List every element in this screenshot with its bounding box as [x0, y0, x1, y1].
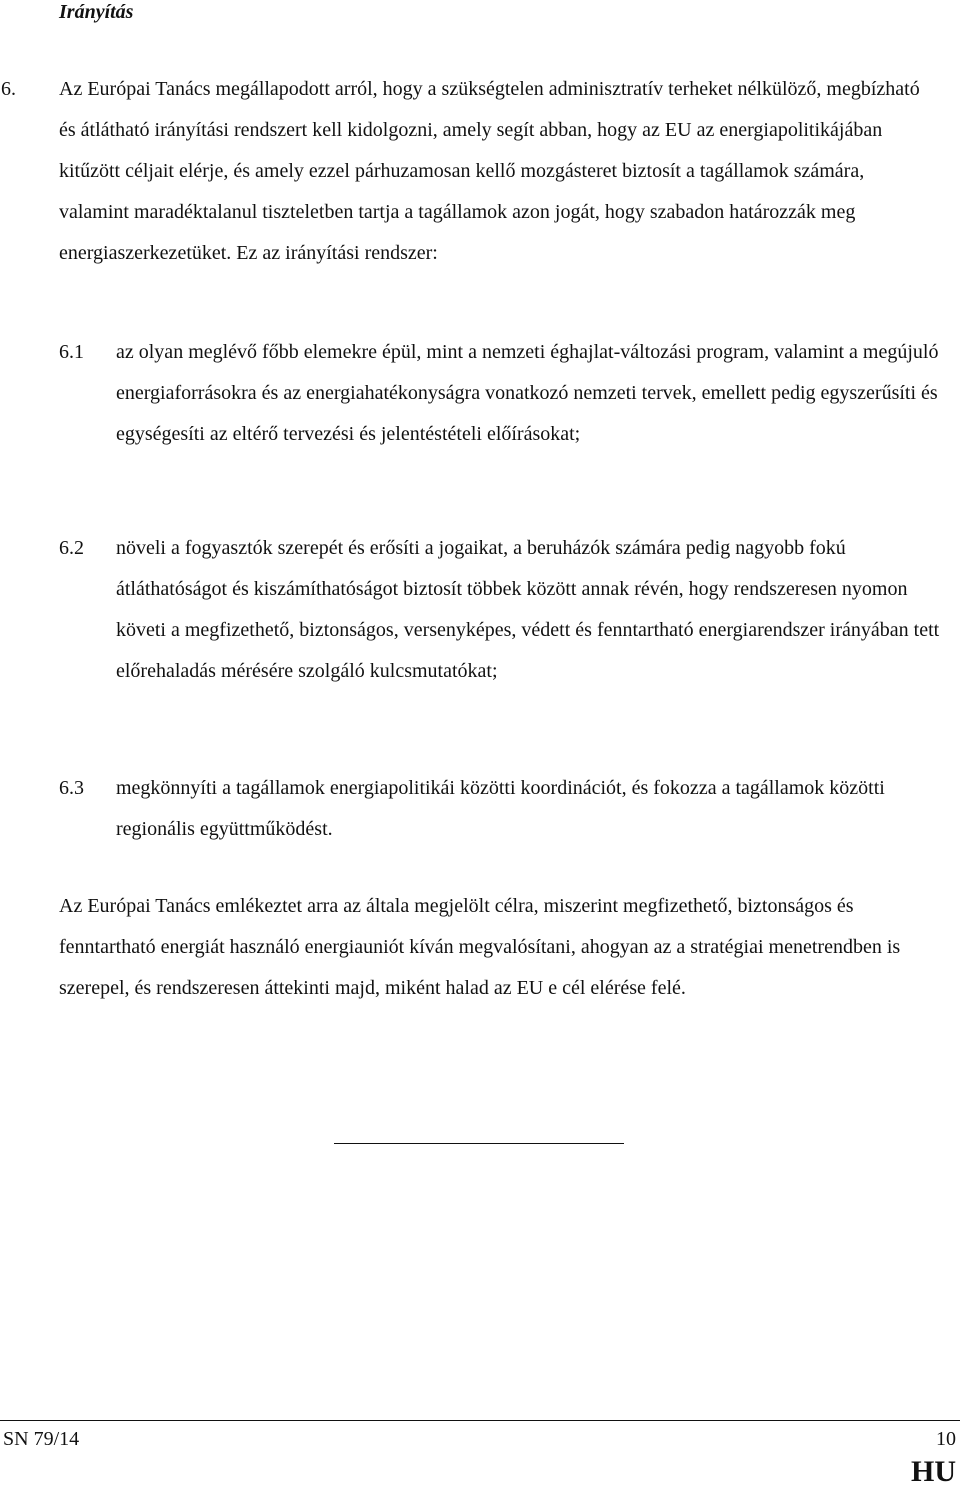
closing-paragraph: Az Európai Tanács emlékeztet arra az általa megjelölt célra, miszerint megfizethető, biztonságos és fenntartható energiát használó energiauniót kíván megvalósítani, ahogyan az a stratégiai menetrendben is szerepel, és rendszeresen áttekinti majd, miként halad az EU e cél elérése felé.	[59, 895, 901, 999]
subparagraph-text: az olyan meglévő főbb elemekre épül, mint a nemzeti éghajlat-változási program, valamint a megújuló energiaforrásokra és az energiahatékonyságra vonatkozó nemzeti tervek, emellett pedig egyszerűsíti és egységesíti az eltérő tervezési és jelentéstételi előírásokat;	[116, 341, 939, 445]
subparagraph-text: növeli a fogyasztók szerepét és erősíti a jogaikat, a beruházók számára pedig nagyobb fokú átláthatóságot és kiszámíthatóságot biztosít többek között annak révén, hogy rendszeresen nyomon követi a megfizethető, biztonságos, versenyképes, védett és fenntartható energiarendszer irányában tett előrehaladás mérésére szolgáló kulcsmutatókat;	[116, 537, 940, 682]
language-code: HU	[911, 1455, 956, 1488]
footer-divider	[0, 1420, 960, 1421]
subparagraph-number: 6.1	[59, 341, 84, 363]
paragraph-number: 6.	[1, 78, 16, 100]
end-separator-line	[334, 1143, 624, 1144]
subparagraph-number: 6.3	[59, 777, 84, 799]
page-number: 10	[936, 1428, 956, 1450]
section-heading: Irányítás	[59, 1, 134, 23]
subparagraph-text: megkönnyíti a tagállamok energiapolitikái közötti koordinációt, és fokozza a tagállamok közötti regionális együttműködést.	[116, 777, 885, 840]
paragraph-text: Az Európai Tanács megállapodott arról, hogy a szükségtelen adminisztratív terheket nélkülöző, megbízható és átlátható irányítási rendszert kell kidolgozni, amely segít abban, hogy az EU az energiapolitikájában kitűzött céljait elérje, és amely ezzel párhuzamosan kellő mozgásteret biztosít a tagállamok számára, valamint maradéktalanul tiszteletben tartja a tagállamok azon jogát, hogy szabadon határozzák meg energiaszerkezetüket. Ez az irányítási rendszer:	[59, 78, 920, 264]
subparagraph-number: 6.2	[59, 537, 84, 559]
document-reference: SN 79/14	[3, 1428, 80, 1450]
